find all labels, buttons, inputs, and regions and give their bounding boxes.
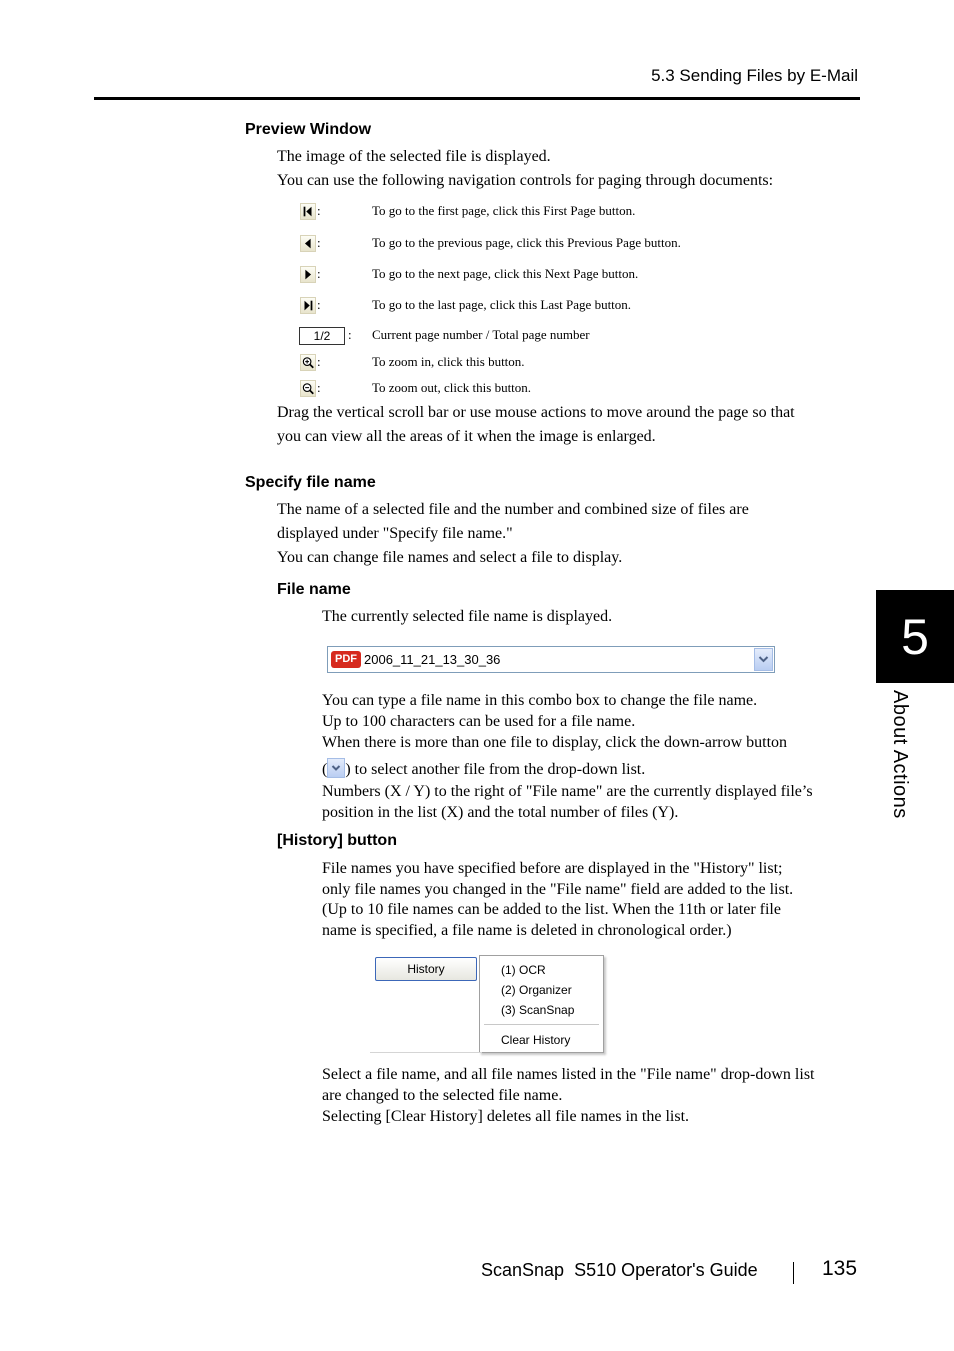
chapter-number-tab: 5 [876,590,954,683]
nav-description: To zoom out, click this button. [372,380,532,395]
running-header: 5.3 Sending Files by E-Mail [651,66,858,85]
history-menu-item[interactable]: (2) Organizer [501,983,572,997]
chapter-title [888,690,922,840]
nav-description: To go to the last page, click this Last Page button. [372,297,632,312]
specify-text-1: The name of a selected file and the number and combined size of files are [277,501,749,518]
history-text-1: File names you have specified before are displayed in the "History" list; [322,860,783,877]
pdf-file-icon: PDF [331,651,361,668]
history-screenshot [370,953,610,1055]
first-page-icon [300,203,316,220]
preview-text-1: The image of the selected file is displayed. [277,148,551,165]
specify-file-name-heading: Specify file name [245,474,376,491]
history-after-3: Selecting [Clear History] deletes all file names in the list. [322,1108,690,1125]
history-menu-item[interactable]: (1) OCR [501,963,546,977]
nav-description: To go to the previous page, click this Previous Page button. [372,235,681,250]
history-button[interactable]: History [375,957,477,981]
file-name-text-4: When there is more than one file to display, click the down-arrow button [322,734,788,751]
footer-divider [793,1262,794,1284]
history-text-3: (Up to 10 file names can be added to the list. When the 11th or later file [322,901,781,918]
nav-colon: : [317,297,321,312]
nav-description: To go to the first page, click this First Page button. [372,203,636,218]
drag-text-2: you can view all the areas of it when the image is enlarged. [277,428,656,445]
drag-text-1: Drag the vertical scroll bar or use mouse actions to move around the page so that [277,404,795,421]
nav-colon: : [317,354,321,369]
page-number-box: 1/2 [299,327,345,345]
chevron-down-icon [328,759,344,777]
next-page-icon [300,266,316,283]
nav-row-zoom-in [298,352,858,374]
chapter-title-text: About Actions [889,690,911,819]
inline-dropdown-arrow [327,758,345,778]
file-name-text-2: You can type a file name in this combo box to change the file name. [322,692,758,709]
nav-description: To go to the next page, click this Next Page button. [372,266,639,281]
file-name-heading: File name [277,581,351,598]
nav-colon: : [317,203,321,218]
zoom-in-icon [300,354,316,371]
nav-colon: : [317,380,321,395]
file-name-text-3: Up to 100 characters can be used for a file name. [322,713,636,730]
nav-colon: : [317,266,321,281]
file-name-text-5 [322,758,645,780]
nav-row-last [298,295,858,317]
history-button-heading: [History] button [277,832,397,849]
dropdown-arrow-button[interactable] [754,648,773,671]
footer-guide-title: ScanSnap S510 Operator's Guide [481,1260,758,1280]
file-name-text-5-rest: ) to select another file from the drop-down list. [345,761,646,778]
specify-text-2: displayed under "Specify file name." [277,525,513,542]
history-menu-item[interactable]: (3) ScanSnap [501,1003,575,1017]
dialog-edge [370,1052,482,1053]
specify-text-3: You can change file names and select a file to display. [277,549,623,566]
file-name-value[interactable]: 2006_11_21_13_30_36 [364,652,501,667]
preview-text-2: You can use the following navigation controls for paging through documents: [277,172,774,189]
history-after-2: are changed to the selected file name. [322,1087,563,1104]
nav-row-next [298,264,858,286]
last-page-icon [300,297,316,314]
history-after-1: Select a file name, and all file names listed in the "File name" drop-down list [322,1066,815,1083]
file-name-combo-box[interactable] [327,646,775,673]
nav-row-first [298,201,858,223]
header-rule [94,97,860,100]
history-menu [479,955,604,1053]
page-number: 135 [822,1257,858,1280]
file-name-text-1: The currently selected file name is displayed. [322,608,613,625]
nav-colon: : [317,235,321,250]
nav-row-page-number [298,327,858,349]
chevron-down-icon [755,649,772,670]
menu-separator [484,1024,599,1025]
clear-history-item[interactable]: Clear History [501,1033,571,1047]
file-name-text-6: Numbers (X / Y) to the right of "File name" are the currently displayed file’s [322,783,813,800]
history-text-2: only file names you changed in the "File name" field are added to the list. [322,881,794,898]
nav-row-zoom-out [298,378,858,400]
preview-window-heading: Preview Window [245,121,372,138]
nav-description: Current page number / Total page number [372,327,590,342]
file-name-text-7: position in the list (X) and the total number of files (Y). [322,804,679,821]
history-text-4: name is specified, a file name is deleted in chronological order.) [322,922,732,939]
nav-row-previous [298,233,858,255]
previous-page-icon [300,235,316,252]
paren-open: ( [322,761,328,778]
zoom-out-icon [300,380,316,397]
nav-description: To zoom in, click this button. [372,354,525,369]
nav-colon: : [348,327,352,342]
